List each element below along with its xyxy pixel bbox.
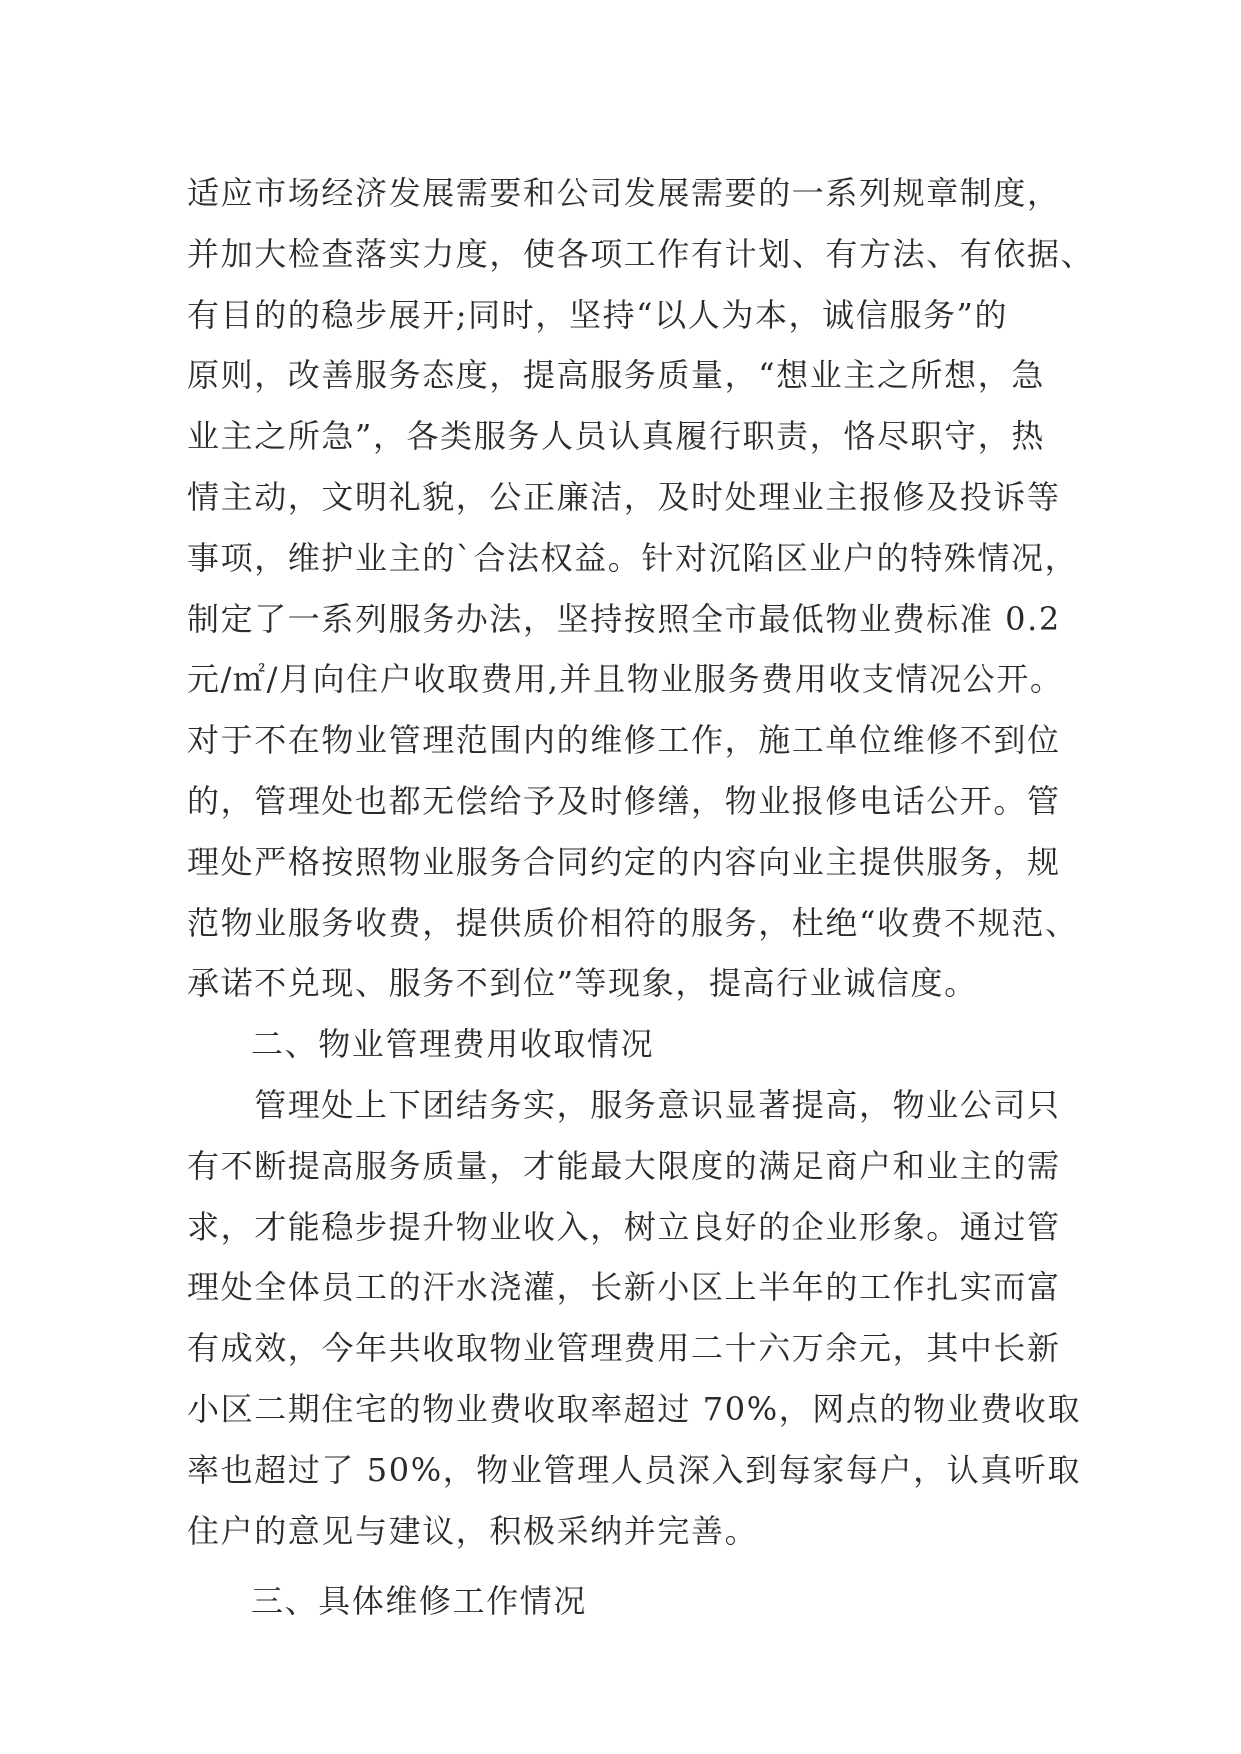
- body-line: 小区二期住宅的物业费收取率超过 70%，网点的物业费收取: [187, 1389, 1082, 1428]
- body-line: 承诺不兑现、服务不到位”等现象，提高行业诚信度。: [187, 964, 978, 1003]
- body-line: 求，才能稳步提升物业收入，树立良好的企业形象。通过管: [187, 1207, 1061, 1246]
- body-line: 适应市场经济发展需要和公司发展需要的一系列规章制度，: [187, 174, 1061, 212]
- body-line: 范物业服务收费，提供质价相符的服务，杜绝“收费不规范、: [187, 903, 1079, 942]
- body-line: 业主之所急”，各类服务人员认真履行职责，恪尽职守，热: [187, 417, 1045, 456]
- body-line: 的，管理处也都无偿给予及时修缮，物业报修电话公开。管: [187, 781, 1061, 820]
- section-heading-3: 三、具体维修工作情况: [251, 1582, 588, 1621]
- body-line: 对于不在物业管理范围内的维修工作，施工单位维修不到位: [187, 721, 1061, 760]
- body-line: 住户的意见与建议，积极采纳并完善。: [187, 1511, 759, 1550]
- body-line: 有不断提高服务质量，才能最大限度的满足商户和业主的需: [187, 1146, 1061, 1185]
- body-line: 并加大检查落实力度，使各项工作有计划、有方法、有依据、: [187, 234, 1095, 273]
- body-line: 管理处上下团结务实，服务意识显著提高，物业公司只: [187, 1085, 1061, 1124]
- body-line: 原则，改善服务态度，提高服务质量，“想业主之所想，急: [187, 356, 1045, 395]
- body-line: 情主动，文明礼貌，公正廉洁，及时处理业主报修及投诉等: [187, 477, 1061, 516]
- body-line: 元/㎡/月向住户收取费用,并且物业服务费用收支情况公开。: [187, 660, 1064, 699]
- section-heading-2: 二、物业管理费用收取情况: [251, 1025, 655, 1064]
- body-line: 率也超过了 50%，物业管理人员深入到每家每户，认真听取: [187, 1450, 1082, 1489]
- body-line: 理处全体员工的汗水浇灌，长新小区上半年的工作扎实而富: [187, 1268, 1061, 1307]
- body-line: 有目的的稳步展开;同时，坚持“以人为本，诚信服务”的: [187, 295, 1009, 334]
- body-line: 有成效，今年共收取物业管理费用二十六万余元，其中长新: [187, 1329, 1061, 1368]
- document-body: [187, 163, 1095, 1632]
- body-line: 理处严格按照物业服务合同约定的内容向业主提供服务，规: [187, 842, 1061, 881]
- body-line: 事项，维护业主的`合法权益。针对沉陷区业户的特殊情况，: [187, 538, 1079, 577]
- body-line: 制定了一系列服务办法，坚持按照全市最低物业费标准 0.2: [187, 599, 1061, 638]
